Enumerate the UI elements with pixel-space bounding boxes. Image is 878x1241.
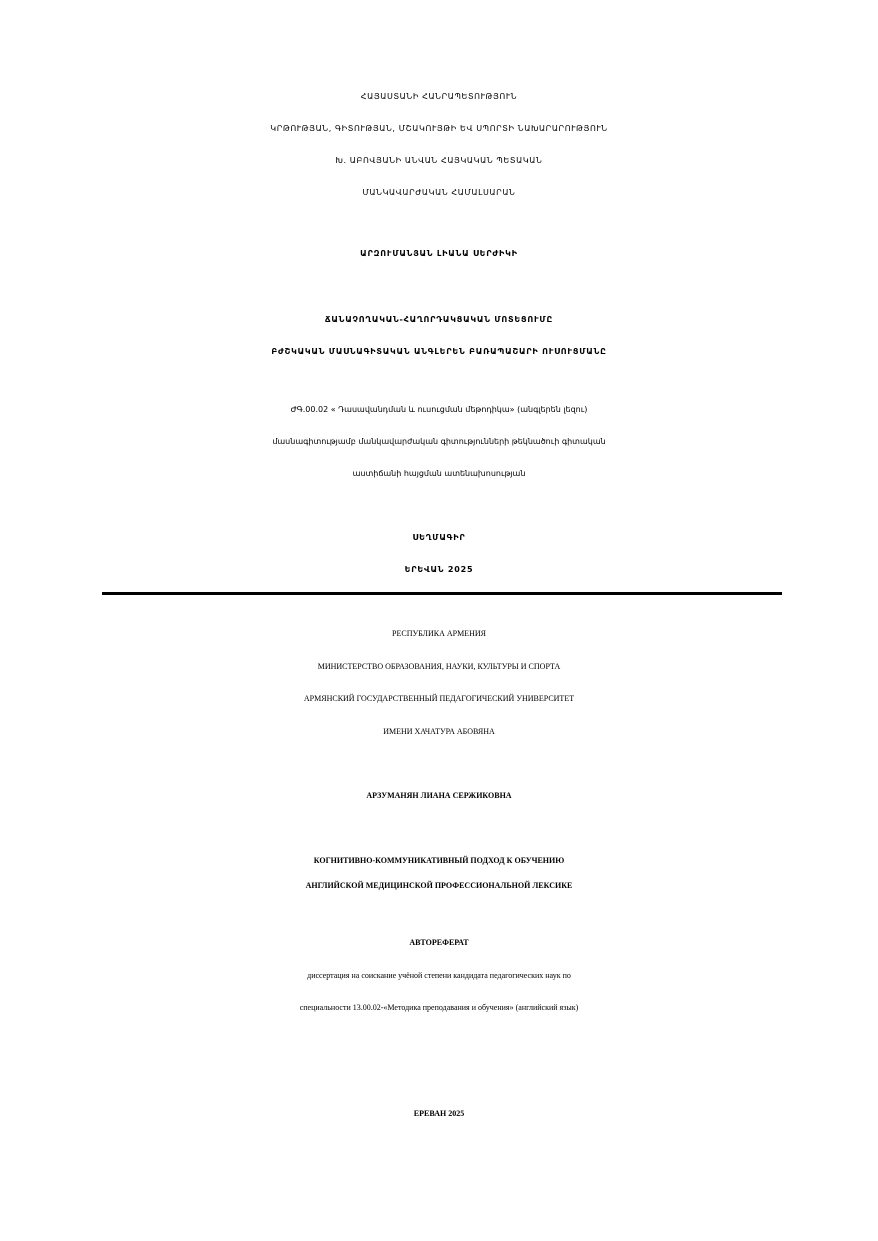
- armenian-title-line-1: ՃԱՆԱՉՈՂԱԿԱՆ-ՀԱՂՈՐԴԱԿՑԱԿԱՆ ՄՈՏԵՑՈՒՄԸ: [324, 315, 554, 324]
- armenian-republic-heading: ՀԱՅԱՍՏԱՆԻ ՀԱՆՐԱՊԵՏՈՒԹՅՈՒՆ: [360, 92, 518, 101]
- armenian-document-type: ՍԵՂՄԱԳԻՐ: [412, 533, 466, 542]
- armenian-specialty-line-2: մասնագիտությամբ մանկավարժական գիտությունների թեկնածուի գիտական: [272, 437, 606, 446]
- russian-specialty-line-2: специальности 13.00.02-«Методика преподавания и обучения» (английский язык): [299, 1003, 579, 1012]
- armenian-specialty-line-1: ԺԳ.00.02 « Դասավանդման և ուսուցման մեթոդիկա» (անգլերեն լեզու): [290, 405, 588, 414]
- russian-ministry-heading: МИНИСТЕРСТВО ОБРАЗОВАНИЯ, НАУКИ, КУЛЬТУРЫ И СПОРТА: [317, 662, 561, 671]
- section-divider: [102, 592, 782, 595]
- armenian-title-line-2: ԲԺՇԿԱԿԱՆ ՄԱՍՆԱԳԻՏԱԿԱՆ ԱՆԳԼԵՐԵՆ ԲԱՌԱՊԱՇԱՐԻ ՈՒՍՈՒՑՄԱՆԸ: [271, 347, 607, 356]
- russian-title-line-1: КОГНИТИВНО-КОММУНИКАТИВНЫЙ ПОДХОД К ОБУЧЕНИЮ: [313, 856, 565, 865]
- armenian-city-year: ԵՐԵՎԱՆ 2025: [404, 565, 474, 574]
- russian-document-type: АВТОРЕФЕРАТ: [409, 938, 469, 947]
- russian-author-name: АРЗУМАНЯН ЛИАНА СЕРЖИКОВНА: [366, 791, 512, 800]
- russian-specialty-line-1: диссертация на соискание учёной степени кандидата педагогических наук по: [307, 971, 571, 980]
- armenian-specialty-line-3: աստիճանի հայցման ատենախոսության: [352, 469, 526, 478]
- russian-republic-heading: РЕСПУБЛИКА АРМЕНИЯ: [392, 629, 486, 638]
- russian-university-line-1: АРМЯНСКИЙ ГОСУДАРСТВЕННЫЙ ПЕДАГОГИЧЕСКИЙ УНИВЕРСИТЕТ: [303, 694, 575, 703]
- russian-university-line-2: ИМЕНИ ХАЧАТУРА АБОВЯНА: [383, 727, 495, 736]
- armenian-university-line-1: Խ. ԱԲՈՎՅԱՆԻ ԱՆՎԱՆ ՀԱՅԿԱԿԱՆ ՊԵՏԱԿԱՆ: [335, 156, 543, 165]
- armenian-author-name: ԱՐԶՈՒՄԱՆՅԱՆ ԼԻԱՆԱ ՍԵՐԺԻԿԻ: [360, 249, 518, 258]
- russian-title-line-2: АНГЛИЙСКОЙ МЕДИЦИНСКОЙ ПРОФЕССИОНАЛЬНОЙ ЛЕКСИКЕ: [305, 881, 573, 890]
- armenian-ministry-heading: ԿՐԹՈՒԹՅԱՆ, ԳԻՏՈՒԹՅԱՆ, ՄՇԱԿՈՒՅԹԻ ԵՎ ՍՊՈՐՏԻ ՆԱԽԱՐԱՐՈՒԹՅՈՒՆ: [270, 124, 608, 133]
- armenian-university-line-2: ՄԱՆԿԱՎԱՐԺԱԿԱՆ ՀԱՄԱԼՍԱՐԱՆ: [362, 188, 516, 197]
- russian-city-year: ЕРЕВАН 2025: [413, 1109, 465, 1118]
